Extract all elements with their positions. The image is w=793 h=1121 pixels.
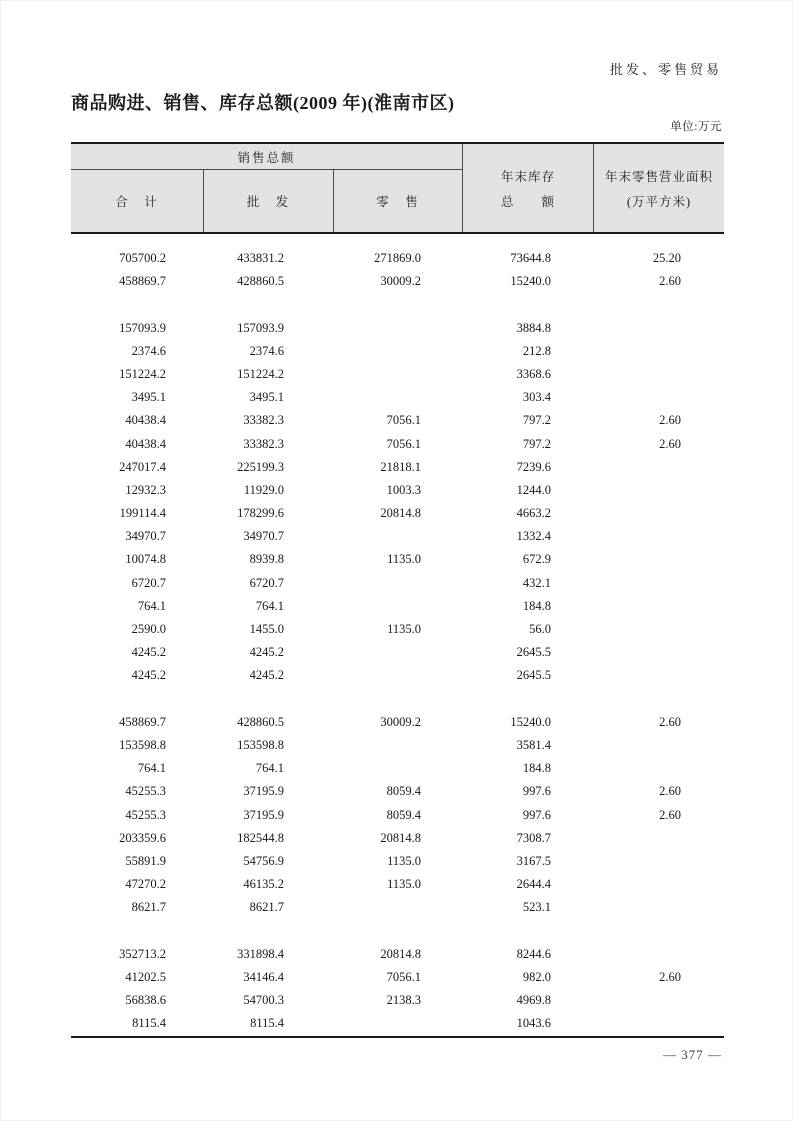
header-col-area-line2: (万平方米) xyxy=(626,194,692,209)
table-cell: 2.60 xyxy=(659,807,681,822)
table-cell: 764.1 xyxy=(255,761,284,776)
table-header xyxy=(71,142,724,234)
table-cell xyxy=(594,873,724,896)
table-cell xyxy=(594,618,724,641)
table-cell: 4663.2 xyxy=(516,506,551,521)
table-body xyxy=(71,234,724,1038)
table-row xyxy=(71,340,724,363)
table-cell xyxy=(204,293,334,316)
table-cell: 331898.4 xyxy=(237,946,284,961)
table-cell: 34970.7 xyxy=(243,529,284,544)
header-sales-total: 销售总额 xyxy=(71,144,462,170)
table-cell: 433831.2 xyxy=(237,251,284,265)
table-row xyxy=(71,966,724,989)
table-row xyxy=(71,363,724,386)
header-col-area-line1: 年末零售营业面积 xyxy=(604,169,713,184)
table-cell: 3884.8 xyxy=(516,320,551,335)
table-cell: 8621.7 xyxy=(131,900,166,915)
table-cell: 797.2 xyxy=(522,436,551,451)
table-cell xyxy=(594,525,724,548)
table-cell: 203359.6 xyxy=(119,830,166,845)
table-row xyxy=(71,293,724,316)
table-row xyxy=(71,734,724,757)
table-cell xyxy=(334,595,463,618)
table-row xyxy=(71,757,724,780)
table-cell: 458869.7 xyxy=(119,274,166,289)
table-cell: 153598.8 xyxy=(237,737,284,752)
table-cell: 3495.1 xyxy=(131,390,166,405)
table-cell xyxy=(334,664,463,687)
table-row xyxy=(71,711,724,734)
table-cell: 2645.5 xyxy=(516,645,551,660)
table-row xyxy=(71,804,724,827)
table-row xyxy=(71,919,724,942)
table-cell: 1244.0 xyxy=(516,482,551,497)
table-cell xyxy=(204,688,334,711)
table-cell: 7308.7 xyxy=(516,830,551,845)
table-cell: 157093.9 xyxy=(119,320,166,335)
table-row xyxy=(71,618,724,641)
table-cell: 73644.8 xyxy=(510,251,551,265)
table-cell xyxy=(463,293,594,316)
table-cell: 212.8 xyxy=(522,343,551,358)
table-cell xyxy=(334,919,463,942)
header-col-inventory-line2: 总 额 xyxy=(500,194,555,209)
table-cell: 764.1 xyxy=(255,598,284,613)
table-row xyxy=(71,247,724,270)
table-cell: 225199.3 xyxy=(237,459,284,474)
table-cell: 797.2 xyxy=(522,413,551,428)
table-row xyxy=(71,873,724,896)
table-cell xyxy=(594,688,724,711)
table-cell xyxy=(594,363,724,386)
table-cell xyxy=(594,989,724,1012)
table-row xyxy=(71,270,724,293)
table-cell: 303.4 xyxy=(522,390,551,405)
table-cell xyxy=(594,827,724,850)
table-cell: 352713.2 xyxy=(119,946,166,961)
table-cell: 764.1 xyxy=(137,598,166,613)
table-cell: 21818.1 xyxy=(380,459,421,474)
table-cell: 20814.8 xyxy=(380,946,421,961)
table-cell xyxy=(334,896,463,919)
table-cell: 4245.2 xyxy=(131,668,166,683)
table-cell: 7056.1 xyxy=(386,969,421,984)
table-cell: 997.6 xyxy=(522,784,551,799)
table-cell xyxy=(334,525,463,548)
table-cell xyxy=(594,572,724,595)
table-cell: 1135.0 xyxy=(387,853,421,868)
table-cell: 2.60 xyxy=(659,436,681,451)
table-cell: 30009.2 xyxy=(380,274,421,289)
table-cell: 523.1 xyxy=(522,900,551,915)
sales-total-group xyxy=(71,144,463,232)
table-cell: 8059.4 xyxy=(386,784,421,799)
table-row xyxy=(71,827,724,850)
table-cell: 184.8 xyxy=(522,598,551,613)
table-cell: 997.6 xyxy=(522,807,551,822)
table-cell xyxy=(594,757,724,780)
table-cell xyxy=(334,363,463,386)
table-cell: 56838.6 xyxy=(125,993,166,1007)
table-cell: 55891.9 xyxy=(125,853,166,868)
table-cell: 764.1 xyxy=(137,761,166,776)
table-cell xyxy=(594,850,724,873)
table-cell xyxy=(334,340,463,363)
table-cell: 458869.7 xyxy=(119,714,166,729)
table-row xyxy=(71,595,724,618)
table-cell: 56.0 xyxy=(529,622,551,636)
table-cell: 41202.5 xyxy=(125,969,166,984)
table-cell: 2590.0 xyxy=(131,622,166,636)
table-cell: 3167.5 xyxy=(516,853,551,868)
table-cell: 4969.8 xyxy=(516,993,551,1007)
table-row xyxy=(71,896,724,919)
table-cell: 1003.3 xyxy=(386,482,421,497)
table-row xyxy=(71,502,724,525)
table-cell xyxy=(594,386,724,409)
header-col-inventory xyxy=(463,144,594,232)
table-cell: 428860.5 xyxy=(237,714,284,729)
table-cell xyxy=(334,317,463,340)
table-cell xyxy=(334,641,463,664)
table-cell: 199114.4 xyxy=(119,506,166,521)
table-cell: 8621.7 xyxy=(249,900,284,915)
table-cell: 151224.2 xyxy=(119,366,166,381)
table-cell: 6720.7 xyxy=(249,575,284,590)
table-row xyxy=(71,525,724,548)
table-row xyxy=(71,989,724,1012)
table-row xyxy=(71,548,724,571)
table-cell: 6720.7 xyxy=(131,575,166,590)
table-cell: 982.0 xyxy=(522,969,551,984)
table-row xyxy=(71,943,724,966)
table-cell: 3368.6 xyxy=(516,366,551,381)
table-cell xyxy=(204,919,334,942)
table-cell: 3495.1 xyxy=(249,390,284,405)
table-cell: 2374.6 xyxy=(131,343,166,358)
table-cell: 178299.6 xyxy=(237,506,284,521)
table-cell xyxy=(334,293,463,316)
statistics-table xyxy=(71,142,724,1038)
table-cell xyxy=(594,595,724,618)
table-row xyxy=(71,641,724,664)
table-cell: 33382.3 xyxy=(243,436,284,451)
table-cell: 10074.8 xyxy=(125,552,166,567)
table-cell: 4245.2 xyxy=(131,645,166,660)
header-col-inventory-line1: 年末库存 xyxy=(500,169,555,184)
table-row xyxy=(71,688,724,711)
table-row xyxy=(71,664,724,687)
table-cell: 20814.8 xyxy=(380,830,421,845)
table-cell: 1455.0 xyxy=(249,622,284,636)
table-row xyxy=(71,850,724,873)
page-number: — 377 — xyxy=(663,1047,722,1062)
table-cell: 182544.8 xyxy=(237,830,284,845)
table-cell xyxy=(334,572,463,595)
table-cell: 8115.4 xyxy=(250,1016,284,1031)
table-cell: 2374.6 xyxy=(249,343,284,358)
table-cell: 40438.4 xyxy=(125,436,166,451)
table-cell: 37195.9 xyxy=(243,784,284,799)
table-cell: 11929.0 xyxy=(243,482,284,497)
table-cell: 20814.8 xyxy=(380,506,421,521)
table-cell: 8115.4 xyxy=(132,1016,166,1031)
table-cell: 2.60 xyxy=(659,714,681,729)
table-cell xyxy=(594,340,724,363)
table-cell xyxy=(594,896,724,919)
table-cell: 151224.2 xyxy=(237,366,284,381)
table-cell: 1043.6 xyxy=(516,1016,551,1031)
table-cell xyxy=(334,386,463,409)
table-cell: 7056.1 xyxy=(386,413,421,428)
table-cell: 2.60 xyxy=(659,413,681,428)
table-cell: 184.8 xyxy=(522,761,551,776)
table-cell: 30009.2 xyxy=(380,714,421,729)
table-row xyxy=(71,317,724,340)
header-col-retail: 零 售 xyxy=(376,195,420,209)
table-row xyxy=(71,409,724,432)
table-cell: 54756.9 xyxy=(243,853,284,868)
table-cell xyxy=(463,688,594,711)
table-cell: 672.9 xyxy=(522,552,551,567)
table-cell: 34970.7 xyxy=(125,529,166,544)
table-cell: 1332.4 xyxy=(516,529,551,544)
table-cell xyxy=(594,317,724,340)
table-cell xyxy=(594,641,724,664)
table-cell xyxy=(334,734,463,757)
table-cell: 12932.3 xyxy=(125,482,166,497)
table-cell: 45255.3 xyxy=(125,784,166,799)
table-cell: 15240.0 xyxy=(510,714,551,729)
table-cell: 45255.3 xyxy=(125,807,166,822)
table-cell: 8939.8 xyxy=(249,552,284,567)
table-row xyxy=(71,456,724,479)
header-col-area xyxy=(594,144,724,232)
table-cell xyxy=(594,734,724,757)
table-cell xyxy=(463,919,594,942)
table-cell: 47270.2 xyxy=(125,877,166,892)
table-cell: 7056.1 xyxy=(386,436,421,451)
table-cell xyxy=(71,919,204,942)
table-cell xyxy=(594,664,724,687)
table-cell: 157093.9 xyxy=(237,320,284,335)
table-cell: 25.20 xyxy=(652,251,681,265)
table-cell: 2644.4 xyxy=(516,877,551,892)
table-cell: 4245.2 xyxy=(249,645,284,660)
table-cell: 1135.0 xyxy=(387,877,421,892)
table-row xyxy=(71,572,724,595)
header-col-wholesale: 批 发 xyxy=(204,170,334,232)
table-cell: 2.60 xyxy=(659,784,681,799)
table-row xyxy=(71,433,724,456)
table-cell: 1135.0 xyxy=(387,552,421,567)
table-cell: 2138.3 xyxy=(386,993,421,1007)
table-cell: 271869.0 xyxy=(374,251,421,265)
page-title: 商品购进、销售、库存总额(2009 年)(淮南市区) xyxy=(71,93,455,113)
table-cell xyxy=(594,502,724,525)
table-cell xyxy=(594,1012,724,1035)
table-cell: 7239.6 xyxy=(516,459,551,474)
table-cell: 428860.5 xyxy=(237,274,284,289)
table-cell xyxy=(334,757,463,780)
table-cell: 33382.3 xyxy=(243,413,284,428)
table-cell xyxy=(71,688,204,711)
table-cell: 2.60 xyxy=(659,969,681,984)
table-cell: 153598.8 xyxy=(119,737,166,752)
table-cell xyxy=(594,293,724,316)
table-cell: 432.1 xyxy=(522,575,551,590)
table-cell: 1135.0 xyxy=(387,622,421,636)
table-cell: 4245.2 xyxy=(249,668,284,683)
table-cell: 34146.4 xyxy=(243,969,284,984)
sales-subcolumns xyxy=(71,170,462,232)
table-row xyxy=(71,780,724,803)
table-row xyxy=(71,1012,724,1035)
table-row xyxy=(71,386,724,409)
table-cell: 8059.4 xyxy=(386,807,421,822)
table-cell: 8244.6 xyxy=(516,946,551,961)
table-cell: 46135.2 xyxy=(243,877,284,892)
table-cell: 2.60 xyxy=(659,274,681,289)
table-cell xyxy=(594,479,724,502)
table-cell: 54700.3 xyxy=(243,993,284,1007)
table-cell: 40438.4 xyxy=(125,413,166,428)
table-cell xyxy=(594,456,724,479)
unit-label: 单位:万元 xyxy=(670,121,722,133)
table-row xyxy=(71,479,724,502)
table-cell xyxy=(71,293,204,316)
table-cell: 705700.2 xyxy=(119,251,166,265)
section-header: 批发、零售贸易 xyxy=(609,62,722,77)
header-col-total: 合 计 xyxy=(71,170,204,232)
table-cell: 37195.9 xyxy=(243,807,284,822)
table-cell xyxy=(334,1012,463,1035)
table-cell: 3581.4 xyxy=(516,737,551,752)
table-cell xyxy=(594,943,724,966)
table-cell xyxy=(594,548,724,571)
table-cell: 2645.5 xyxy=(516,668,551,683)
table-cell xyxy=(334,688,463,711)
table-cell xyxy=(594,919,724,942)
table-cell: 15240.0 xyxy=(510,274,551,289)
table-cell: 247017.4 xyxy=(119,459,166,474)
